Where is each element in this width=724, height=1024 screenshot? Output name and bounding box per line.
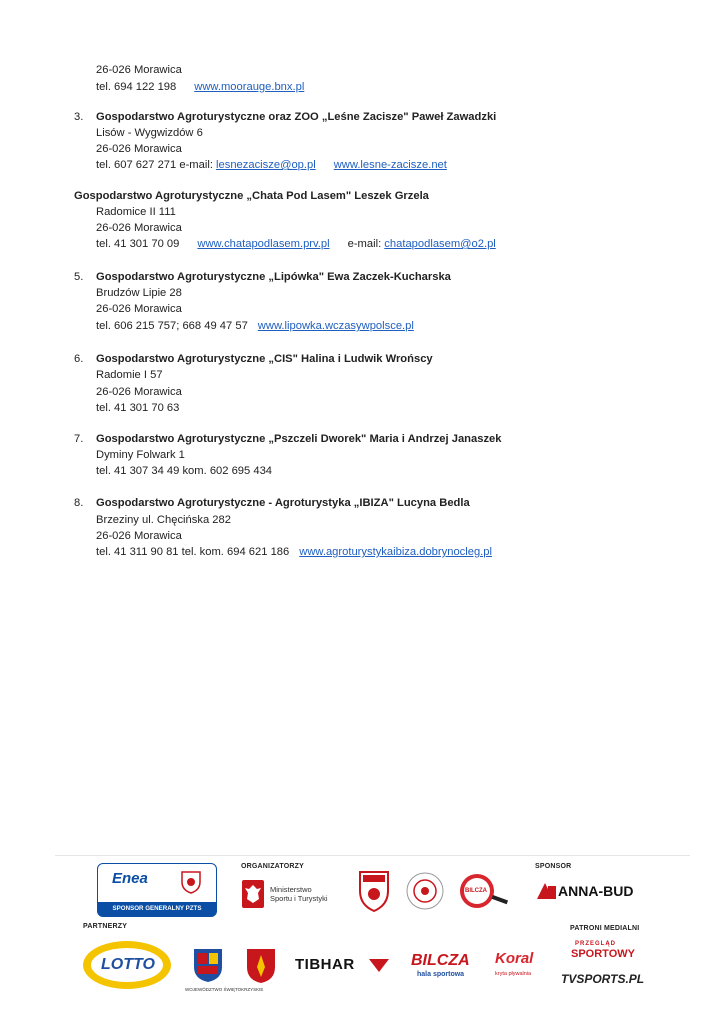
- koral-subtitle: kryta pływalnia: [495, 971, 532, 977]
- entry-number: 8.: [74, 497, 84, 509]
- przeglad-wordmark: PRZEGLĄD: [575, 941, 616, 947]
- entry-number: 3.: [74, 111, 84, 123]
- entry-phone: tel. 606 215 757; 668 49 47 57: [96, 320, 248, 332]
- entry-postcode: 26-026 Morawica: [96, 530, 182, 542]
- entry-number: 7.: [74, 433, 84, 445]
- footer-divider: [55, 855, 690, 856]
- lotto-wordmark: LOTTO: [101, 956, 155, 973]
- bilcza-badge-text: BILCZA: [465, 888, 487, 894]
- entry-website-link[interactable]: www.moorauge.bnx.pl: [194, 81, 305, 93]
- entry-postcode: 26-026 Morawica: [96, 222, 182, 234]
- entry-phone: tel. 41 301 70 63: [96, 402, 180, 414]
- voivodeship-crest-icon: [192, 947, 224, 983]
- pzts-shield-icon: [180, 870, 202, 894]
- enea-sponsor-band: SPONSOR GENERALNY PZTS: [98, 902, 216, 916]
- entry-address: Radomie I 57: [96, 369, 163, 381]
- association-badge-icon: [405, 871, 445, 911]
- entry-email-label: e-mail:: [347, 238, 385, 250]
- enea-wordmark: Enea: [112, 870, 148, 887]
- entry-address: Brzeziny ul. Chęcińska 282: [96, 514, 231, 526]
- entry-phone: tel. 41 311 90 81 tel. kom. 694 621 186: [96, 546, 290, 558]
- entry-website-link[interactable]: www.chatapodlasem.prv.pl: [197, 238, 330, 250]
- entry-title: Gospodarstwo Agroturystyczne oraz ZOO „Leśne Zacisze" Paweł Zawadzki: [96, 111, 497, 123]
- entry-website-link[interactable]: www.lesne-zacisze.net: [333, 159, 447, 171]
- entry-address: Dyminy Folwark 1: [96, 449, 185, 461]
- anna-bud-wordmark: ANNA-BUD: [558, 883, 634, 899]
- entry-number: 6.: [74, 353, 84, 365]
- anna-bud-mark-icon: [536, 882, 558, 900]
- entry-title: Gospodarstwo Agroturystyczne „Pszczeli Dworek" Maria i Andrzej Janaszek: [96, 433, 502, 445]
- entry-postcode: 26-026 Morawica: [96, 143, 182, 155]
- entry-phone: tel. 694 122 198: [96, 81, 177, 93]
- entry-website-link[interactable]: www.lipowka.wczasywpolsce.pl: [257, 320, 414, 332]
- entry-contact-line: [96, 157, 447, 174]
- entry-title: Gospodarstwo Agroturystyczne „Lipówka" Ewa Zaczek-Kucharska: [96, 271, 451, 283]
- entry-contact-line: [96, 544, 492, 561]
- ministry-text: [270, 885, 328, 903]
- bilcza-hall-wordmark: BILCZA: [411, 952, 470, 969]
- pzts-emblem-icon: [357, 869, 391, 913]
- entry-number: 5.: [74, 271, 84, 283]
- tibhar-mark-icon: [368, 957, 390, 973]
- entry-title: Gospodarstwo Agroturystyczne „Chata Pod Lasem" Leszek Grzela: [74, 190, 429, 202]
- entry-phone: tel. 607 627 271 e-mail:: [96, 159, 217, 171]
- polish-eagle-emblem-icon: [241, 879, 265, 909]
- entry-contact-line: [96, 318, 414, 335]
- ministry-line-2: Sportu i Turystyki: [270, 894, 328, 903]
- tibhar-wordmark: TIBHAR: [295, 956, 355, 973]
- partners-label: PARTNERZY: [83, 923, 128, 930]
- sponsor-label: SPONSOR: [535, 863, 572, 870]
- entry-address: 26-026 Morawica: [96, 64, 182, 76]
- organizers-label: ORGANIZATORZY: [241, 863, 305, 870]
- sportowy-wordmark: SPORTOWY: [571, 948, 635, 960]
- entry-postcode: 26-026 Morawica: [96, 303, 182, 315]
- voivodeship-caption: WOJEWÓDZTWO ŚWIĘTOKRZYSKIE: [185, 987, 264, 992]
- entry-address: Lisów - Wygwizdów 6: [96, 127, 203, 139]
- entry-website-link[interactable]: www.agroturystykaibiza.dobrynocleg.pl: [299, 546, 492, 558]
- entry-title: Gospodarstwo Agroturystyczne „CIS" Halina i Ludwik Wrońscy: [96, 353, 433, 365]
- entry-email-link[interactable]: lesnezacisze@op.pl: [216, 159, 316, 171]
- enea-logo: [97, 863, 217, 917]
- koral-wordmark: Koral: [495, 950, 534, 967]
- sponsor-footer: [55, 855, 690, 1005]
- tvsports-wordmark: TVSPORTS.PL: [561, 972, 645, 986]
- entry-phone: tel. 41 301 70 09: [96, 238, 180, 250]
- bilcza-hall-subtitle: hala sportowa: [417, 971, 465, 978]
- entry-address: Brudzów Lipie 28: [96, 287, 182, 299]
- county-crest-icon: [245, 947, 277, 985]
- entry-contact-line: [96, 236, 496, 253]
- entry-phone: tel. 41 307 34 49 kom. 602 695 434: [96, 465, 273, 477]
- entry-postcode: 26-026 Morawica: [96, 386, 182, 398]
- entry-title: Gospodarstwo Agroturystyczne - Agroturystyka „IBIZA" Lucyna Bedla: [96, 497, 470, 509]
- entry-address: Radomice II 111: [96, 206, 176, 218]
- entry-contact-line: [96, 79, 304, 96]
- entry-email-link[interactable]: chatapodlasem@o2.pl: [384, 238, 496, 250]
- ministry-line-1: Ministerstwo: [270, 885, 312, 894]
- media-partners-label: PATRONI MEDIALNI: [570, 925, 640, 932]
